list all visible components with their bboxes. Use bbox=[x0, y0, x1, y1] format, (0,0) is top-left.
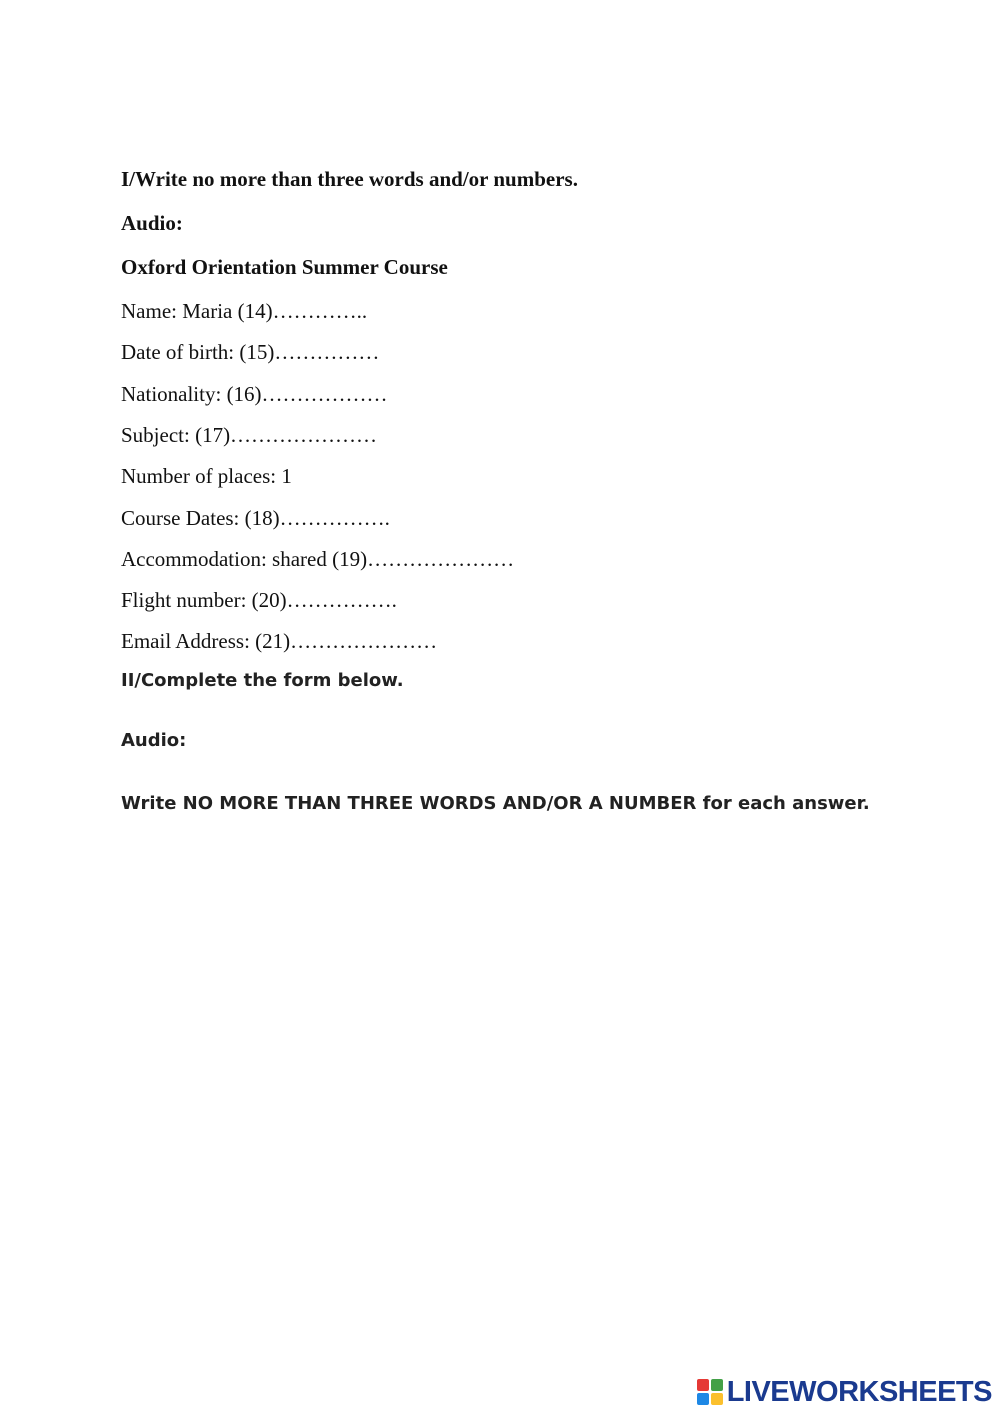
logo-square-yellow bbox=[711, 1393, 723, 1405]
field-subject: Subject: (17)………………… bbox=[121, 423, 378, 447]
field-date-of-birth: Date of birth: (15)…………… bbox=[121, 340, 380, 364]
section2-instruction: II/Complete the form below. bbox=[121, 670, 404, 691]
field-accommodation: Accommodation: shared (19)………………… bbox=[121, 547, 515, 571]
section1-audio-label: Audio: bbox=[121, 211, 183, 235]
field-nationality: Nationality: (16)……………… bbox=[121, 382, 388, 406]
liveworksheets-logo-text: LIVEWORKSHEETS bbox=[726, 1375, 992, 1408]
form-title: Oxford Orientation Summer Course bbox=[121, 255, 448, 279]
field-course-dates: Course Dates: (18)……………. bbox=[121, 506, 390, 530]
field-flight-number: Flight number: (20)……………. bbox=[121, 588, 397, 612]
field-name: Name: Maria (14)………….. bbox=[121, 299, 368, 323]
logo-square-red bbox=[697, 1379, 709, 1391]
logo-square-green bbox=[711, 1379, 723, 1391]
field-email-address: Email Address: (21)………………… bbox=[121, 629, 438, 653]
liveworksheets-logo[interactable] bbox=[697, 1377, 992, 1407]
section1-instruction: I/Write no more than three words and/or numbers. bbox=[121, 167, 578, 191]
section2-audio-label: Audio: bbox=[121, 730, 187, 751]
liveworksheets-logo-icon bbox=[697, 1379, 723, 1405]
logo-square-blue bbox=[697, 1393, 709, 1405]
field-number-of-places: Number of places: 1 bbox=[121, 464, 292, 488]
section2-note: Write NO MORE THAN THREE WORDS AND/OR A NUMBER for each answer. bbox=[121, 793, 870, 814]
